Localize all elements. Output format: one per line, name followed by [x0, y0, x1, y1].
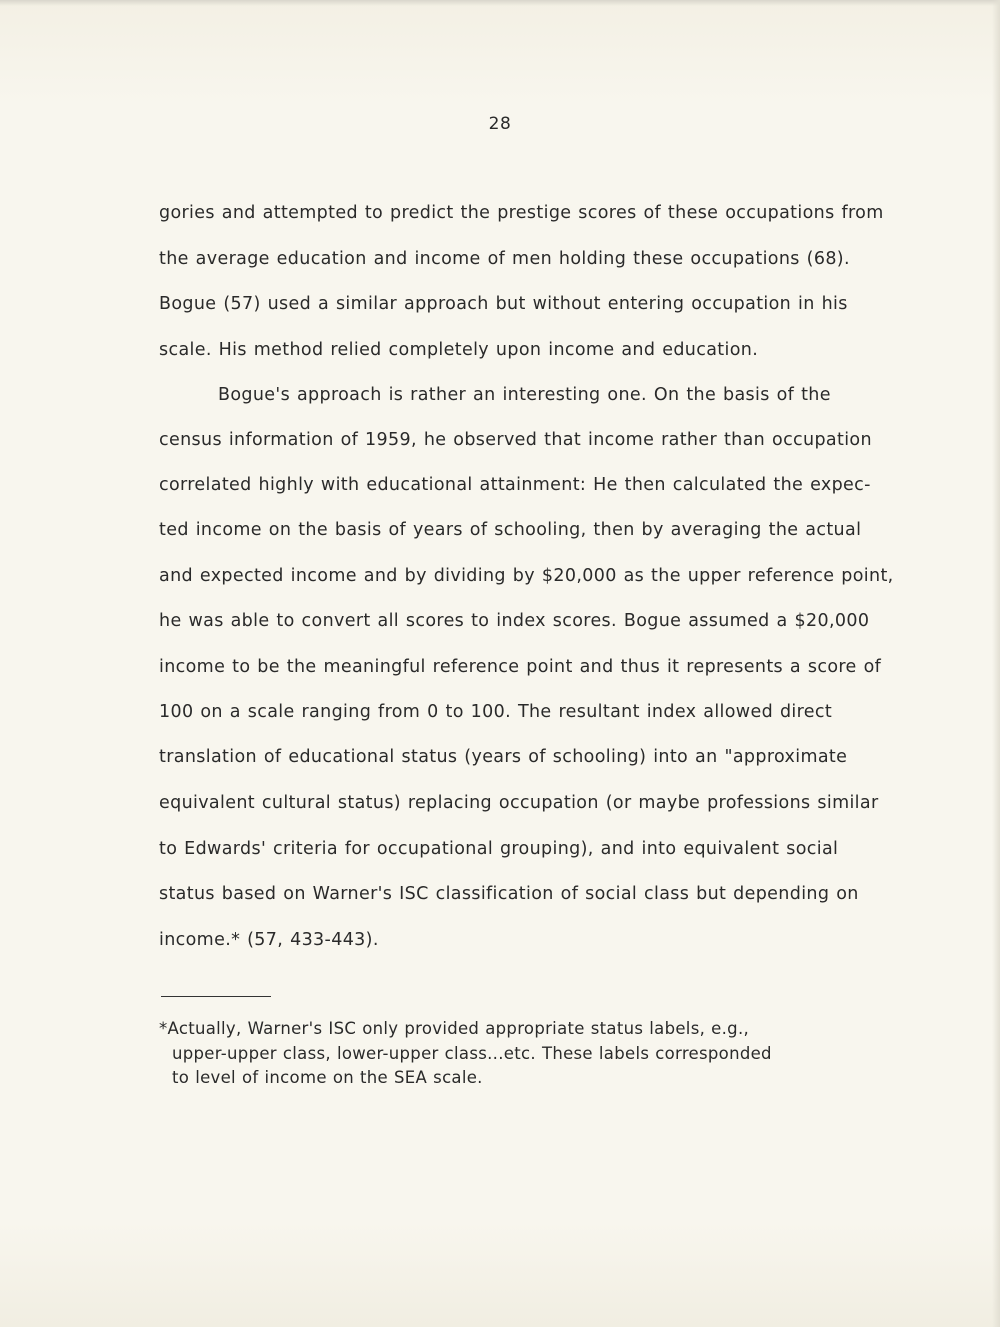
footnote-line-1: *Actually, Warner's ISC only provided appropriate status labels, e.g.,: [159, 1019, 750, 1038]
paragraph-2-line-2: census information of 1959, he observed that income rather than occupation: [159, 430, 872, 450]
paragraph-2-line-9: translation of educational status (years of schooling) into an "approximate: [159, 747, 848, 767]
footnote-separator: [161, 996, 271, 997]
page-top-edge: [0, 0, 1000, 6]
page-number: 28: [488, 114, 512, 134]
footnote-line-2: upper-upper class, lower-upper class...etc. These labels corresponded: [172, 1044, 772, 1063]
paragraph-2-line-11: to Edwards' criteria for occupational grouping), and into equivalent social: [159, 839, 839, 859]
paragraph-2-line-12: status based on Warner's ISC classification of social class but depending on: [159, 884, 859, 904]
paragraph-1-line-2: the average education and income of men holding these occupations (68).: [159, 249, 850, 269]
paragraph-2-line-4: ted income on the basis of years of schooling, then by averaging the actual: [159, 520, 862, 540]
paragraph-2-line-13: income.* (57, 433-443).: [159, 930, 379, 950]
paragraph-2-line-1: Bogue's approach is rather an interesting one. On the basis of the: [218, 385, 831, 405]
paragraph-1-line-3: Bogue (57) used a similar approach but without entering occupation in his: [159, 294, 848, 314]
footnote-line-3: to level of income on the SEA scale.: [172, 1068, 483, 1087]
paragraph-1-line-1: gories and attempted to predict the prestige scores of these occupations from: [159, 203, 884, 223]
paragraph-2-line-6: he was able to convert all scores to index scores. Bogue assumed a $20,000: [159, 611, 870, 631]
paragraph-2-line-5: and expected income and by dividing by $20,000 as the upper reference point,: [159, 566, 894, 586]
page-right-edge: [992, 0, 1000, 1327]
paragraph-2-line-3: correlated highly with educational attainment: He then calculated the expec-: [159, 475, 871, 495]
paragraph-2-line-7: income to be the meaningful reference point and thus it represents a score of: [159, 657, 882, 677]
paragraph-2-line-8: 100 on a scale ranging from 0 to 100. The resultant index allowed direct: [159, 702, 833, 722]
paragraph-1-line-4: scale. His method relied completely upon income and education.: [159, 340, 759, 360]
paragraph-2-line-10: equivalent cultural status) replacing occupation (or maybe professions similar: [159, 793, 879, 813]
